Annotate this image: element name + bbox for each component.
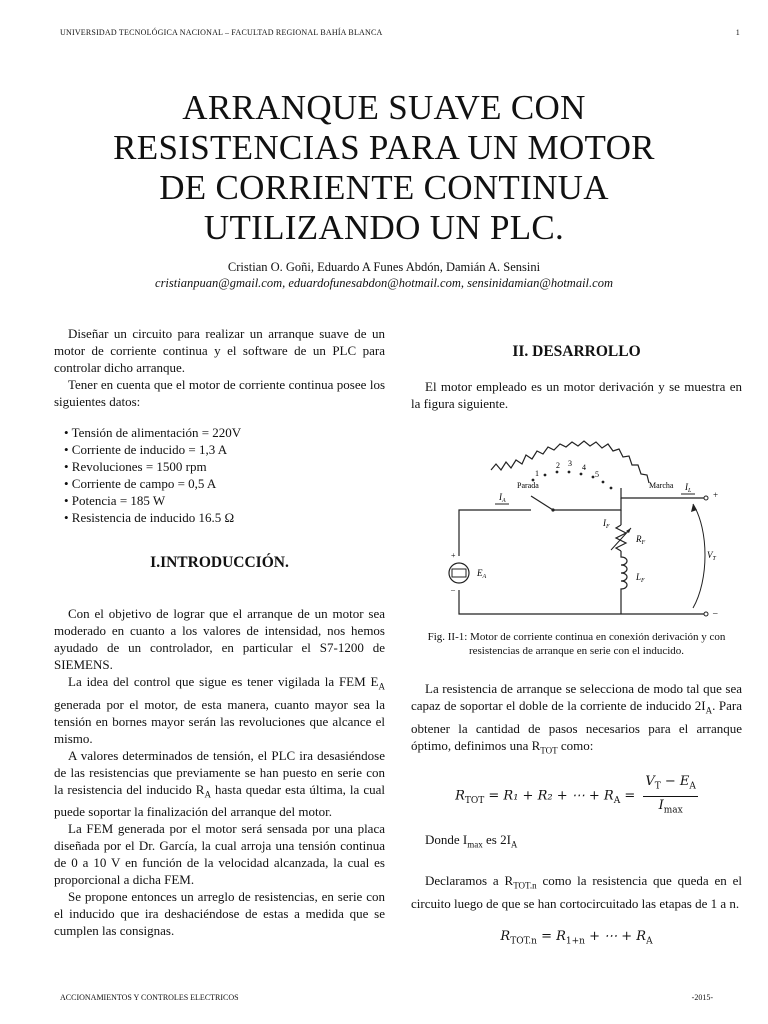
running-header: [60, 28, 740, 37]
author-emails: cristianpuan@gmail.com, eduardofunesabdon@hotmail.com, sensinidamian@hotmail.com: [155, 276, 613, 290]
marcha-label: Marcha: [649, 481, 674, 490]
equation-fraction: $\frac{V_T - E_A}{I_{max}}$: [645, 774, 696, 816]
figure-caption: Fig. II-1: Motor de corriente continua en conexión derivación y con resistencias de arranque en serie con el inducido.: [427, 631, 726, 657]
abstract-paragraph: Tener en cuenta que el motor de corriente continua posee los siguientes datos:: [54, 377, 385, 409]
step-label: 2: [556, 461, 560, 470]
abstract-paragraph: Diseñar un circuito para realizar un arranque suave de un motor de corriente continua y el software de un PLC para controlar dicho arranque.: [54, 326, 385, 375]
ia-label: $I_A$: [499, 492, 506, 504]
if-label: $I_F$: [603, 518, 610, 530]
field-rheostat: [616, 525, 626, 551]
header-page-number: 1: [735, 28, 740, 37]
intro-paragraph: Se propone entonces un arreglo de resistencias, en serie con el inducido que ira deshaciéndose de estas a medida que se cumplen las consignas.: [54, 889, 385, 939]
spec-list: [64, 424, 385, 526]
field-coil: [621, 551, 627, 596]
intro-paragraph: Con el objetivo de lograr que el arranque de un motor sea moderado en cuanto a los valores de intensidad, nos hemos ayudado de un controlador, en particular el S7-1200 de SIEMENS.: [54, 606, 385, 672]
author-names: Cristian O. Goñi, Eduardo A Funes Abdón, Damián A. Sensini: [227, 260, 541, 274]
equation-rtotn: $R_{TOT.n} = R_{1+n}$ + ⋯ + $R_A$: [500, 928, 653, 947]
left-column: [54, 325, 385, 939]
paper-title: [60, 88, 708, 248]
section-heading-introduction: I.INTRODUCCIÓN.: [150, 554, 289, 571]
rf-label: $R_F$: [636, 534, 646, 546]
circuit-wires: [459, 488, 706, 614]
spec-item: • Potencia = 185 W: [64, 493, 166, 508]
title-line: ARRANQUE SUAVE CON: [182, 88, 586, 127]
spec-item: • Revoluciones = 1500 rpm: [64, 459, 207, 474]
title-line: DE CORRIENTE CONTINUA: [159, 168, 609, 207]
vt-arrow: [693, 504, 705, 608]
dev-paragraph: El motor empleado es un motor derivación y se muestra en la figura siguiente.: [411, 379, 742, 411]
dev-paragraph: Declaramos a $R_{TOT.n}$ como la resistencia que queda en el circuito luego de que se han cortocircuitado las etapas de 1 a n.: [411, 872, 742, 911]
intro-paragraph: La idea del control que sigue es tener vigilada la FEM $E_A$ generada por el motor, de esta manera, cuanto mayor sea la tensión en bornes mayor serán las revoluciones que alcance el mismo.: [54, 674, 385, 746]
step-label: 1: [535, 469, 539, 478]
step-label: 4: [582, 463, 586, 472]
spec-item: • Corriente de campo = 0,5 A: [64, 476, 217, 491]
step-contacts: [532, 471, 613, 490]
terminal-minus: –: [713, 608, 718, 618]
right-column: [411, 343, 742, 950]
intro-paragraph: A valores determinados de tensión, el PLC ira desasiéndose de las resistencias que previamente se han puesto en serie con la resistencia del inducido $R_A$ hasta quedar esta última, la cual puede soportar la finalización del arranque del motor.: [54, 747, 386, 820]
step-label: 3: [568, 459, 572, 468]
terminal-plus: +: [713, 490, 719, 500]
author-block: [60, 259, 708, 291]
intro-paragraph: La FEM generada por el motor será sensada por una placa diseñada por el Dr. García, la cual arroja una tensión continua de 0 a 10 V en función de la velocidad alcanzada, la cual es proporcional a dicha FEM.: [54, 821, 385, 888]
spec-item: • Tensión de alimentación = 220V: [64, 425, 242, 440]
section-heading-desarrollo: II. DESARROLLO: [512, 343, 641, 360]
switch-arm: [531, 496, 553, 510]
donde-line: Donde $I_{max}$ es $2I_A$: [425, 832, 518, 850]
armature-minus: –: [451, 585, 455, 594]
dev-paragraph: La resistencia de arranque se selecciona de modo tal que sea capaz de soportar el doble de la corriente de inducido $2I_A$. Para obtener la cantidad de pasos necesarios para el arranque óptimo, definimos una $R_{TOT}$ como:: [411, 681, 742, 756]
step-label: 5: [595, 470, 599, 479]
footer-course: ACCIONAMIENTOS Y CONTROLES ELECTRICOS: [60, 993, 239, 1002]
lf-label: $L_F$: [636, 572, 645, 584]
vt-label: $V_T$: [707, 550, 716, 562]
ea-label: $E_A$: [477, 568, 487, 580]
footer-year: -2015-: [691, 993, 713, 1002]
title-line: UTILIZANDO UN PLC.: [203, 208, 565, 247]
running-footer: [60, 993, 713, 1002]
header-institution: UNIVERSIDAD TECNOLÓGICA NACIONAL – FACULTAD REGIONAL BAHÍA BLANCA: [60, 28, 383, 37]
armature-plus: +: [451, 551, 456, 560]
motor-circuit-figure: [431, 430, 731, 620]
il-label: $I_L$: [685, 482, 692, 494]
equation-rtot: $R_{TOT} = R_1 + R_2$ + ⋯ + $R_A$ = $\frac{V_T - E_A}{I_{max}}$: [411, 773, 742, 819]
spec-item: • Resistencia de inducido 16.5 Ω: [64, 510, 235, 525]
title-line: RESISTENCIAS PARA UN MOTOR: [113, 128, 655, 167]
parada-label: Parada: [517, 481, 539, 490]
spec-item: • Corriente de inducido = 1,3 A: [64, 442, 228, 457]
